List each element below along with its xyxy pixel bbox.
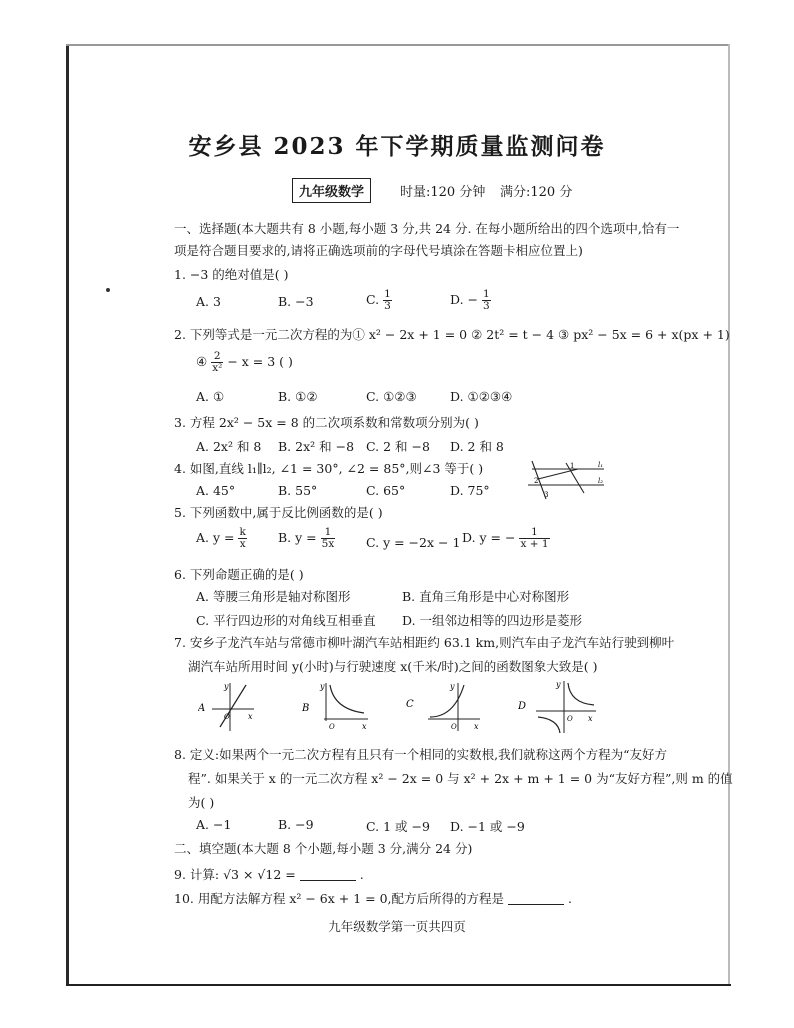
option-b: B. 2x² 和 −8 bbox=[278, 439, 355, 454]
option-label: A. y = bbox=[196, 530, 235, 545]
line-label: l₂ bbox=[598, 477, 604, 485]
axis-x-label: x bbox=[248, 712, 253, 721]
option-c: C. 1 或 −9 bbox=[366, 819, 430, 834]
denominator: x bbox=[239, 538, 246, 550]
option-a: A. ① bbox=[196, 389, 225, 404]
fraction bbox=[321, 527, 336, 550]
option-d: D. ①②③④ bbox=[450, 389, 513, 404]
option-label: B. y = bbox=[278, 530, 317, 545]
fraction bbox=[482, 289, 491, 312]
origin-label: O bbox=[224, 713, 230, 721]
scan-edge bbox=[66, 44, 728, 46]
axis-y-label: y bbox=[320, 682, 325, 691]
angle-label: 2 bbox=[534, 477, 539, 485]
graph-label: D bbox=[518, 701, 527, 712]
option-d: D. 一组邻边相等的四边形是菱形 bbox=[402, 613, 583, 628]
exam-info bbox=[0, 178, 794, 204]
option-c: C. 平行四边形的对角线互相垂直 bbox=[196, 613, 376, 628]
question-text: 10. 用配方法解方程 x² − 6x + 1 = 0,配方后所得的方程是 bbox=[174, 891, 505, 906]
time-limit: 时量:120 分钟 bbox=[400, 185, 486, 200]
full-score: 满分:120 分 bbox=[500, 185, 573, 200]
option-a: A. 等腰三角形是轴对称图形 bbox=[196, 589, 351, 604]
angle-label: 1 bbox=[570, 462, 575, 470]
option-c: C. y = −2x − 1 bbox=[366, 535, 461, 550]
option-d: D. 2 和 8 bbox=[450, 439, 504, 454]
graph-option-d bbox=[518, 679, 598, 735]
graph-option-a bbox=[198, 679, 260, 733]
section-heading: 一、选择题(本大题共有 8 小题,每小题 3 分,共 24 分. 在每小题所给出的四个选项中,恰有一 bbox=[174, 221, 680, 236]
page-title: 安乡县 2023 年下学期质量监测问卷 bbox=[188, 133, 606, 160]
option-a: A. 45° bbox=[196, 483, 236, 498]
axis-x-label: x bbox=[588, 714, 593, 723]
option-label: D. y = − bbox=[462, 530, 516, 545]
fraction bbox=[383, 289, 392, 312]
question-stem: 4. 如图,直线 l₁∥l₂, ∠1 = 30°, ∠2 = 85°,则∠3 等于( ) bbox=[174, 461, 484, 476]
option-a bbox=[196, 527, 247, 550]
question-stem: 1. −3 的绝对值是( ) bbox=[174, 267, 289, 282]
fraction bbox=[211, 351, 223, 374]
section-heading: 项是符合题目要求的,请将正确选项前的字母代号填涂在答题卡相应位置上) bbox=[174, 243, 583, 258]
question-stem: 7. 安乡子龙汽车站与常德市柳叶湖汽车站相距约 63.1 km,则汽车由子龙汽车站行驶到柳叶 bbox=[174, 635, 675, 650]
numerator: 1 bbox=[482, 288, 490, 300]
axis-x-label: x bbox=[362, 722, 367, 731]
option-c: C. 2 和 −8 bbox=[366, 439, 430, 454]
option-d bbox=[450, 289, 491, 312]
option-b: B. −3 bbox=[278, 294, 314, 309]
option-a: A. −1 bbox=[196, 817, 232, 832]
question-stem: 湖汽车站所用时间 y(小时)与行驶速度 x(千米/时)之间的函数图象大致是( ) bbox=[188, 659, 598, 674]
graph-label: C bbox=[406, 699, 414, 710]
option-c: C. 65° bbox=[366, 483, 406, 498]
option-b bbox=[278, 527, 335, 550]
question-text: 9. 计算: √3 × √12 = bbox=[174, 867, 296, 882]
scan-speck bbox=[106, 288, 110, 292]
question-stem: 为( ) bbox=[188, 795, 215, 810]
origin-label: O bbox=[451, 723, 457, 731]
question-stem: 3. 方程 2x² − 5x = 8 的二次项系数和常数项分别为( ) bbox=[174, 415, 479, 430]
graph-option-c bbox=[406, 679, 484, 733]
numerator: 2 bbox=[211, 351, 223, 363]
angle-label: 3 bbox=[544, 491, 549, 499]
option-b: B. −9 bbox=[278, 817, 314, 832]
option-b: B. 直角三角形是中心对称图形 bbox=[402, 589, 570, 604]
question-stem bbox=[174, 889, 572, 907]
question-stem: 8. 定义:如果两个一元二次方程有且只有一个相同的实数根,我们就称这两个方程为“友好方 bbox=[174, 747, 667, 762]
question-stem: 程”. 如果关于 x 的一元二次方程 x² − 2x = 0 与 x² + 2x + m + 1 = 0 为“友好方程”,则 m 的值 bbox=[188, 771, 733, 786]
line-label: l₁ bbox=[598, 461, 604, 469]
equation-tail: − x = 3 ( ) bbox=[227, 354, 293, 369]
parallel-lines-figure bbox=[526, 459, 610, 501]
numerator: 1 bbox=[519, 527, 549, 539]
denominator: 5x bbox=[321, 538, 335, 550]
axis-y-label: y bbox=[556, 680, 561, 689]
question-text: . bbox=[359, 867, 364, 882]
scan-edge bbox=[66, 984, 731, 986]
question-stem bbox=[174, 865, 364, 883]
numerator: 1 bbox=[384, 288, 391, 300]
denominator: x² bbox=[212, 362, 223, 374]
origin-label: O bbox=[567, 715, 573, 723]
numerator: k bbox=[239, 526, 246, 538]
option-b: B. 55° bbox=[278, 483, 318, 498]
axis-y-label: y bbox=[450, 682, 455, 691]
numerator: 1 bbox=[321, 527, 336, 539]
question-stem: 6. 下列命题正确的是( ) bbox=[174, 567, 304, 582]
option-d: D. 75° bbox=[450, 483, 490, 498]
option-d bbox=[462, 527, 550, 550]
graph-label: B bbox=[302, 703, 310, 714]
answer-blank bbox=[300, 868, 356, 881]
option-c bbox=[366, 289, 392, 312]
option-label: C. bbox=[366, 292, 380, 307]
option-a: A. 2x² 和 8 bbox=[196, 439, 262, 454]
question-text: . bbox=[568, 891, 572, 906]
axis-y-label: y bbox=[224, 682, 229, 691]
page-footer: 九年级数学第一页共四页 bbox=[328, 919, 466, 934]
section-heading: 二、填空题(本大题 8 个小题,每小题 3 分,满分 24 分) bbox=[174, 841, 473, 856]
denominator: x + 1 bbox=[520, 538, 549, 550]
option-d: D. −1 或 −9 bbox=[450, 819, 525, 834]
option-a: A. 3 bbox=[196, 294, 221, 309]
subject-label: 九年级数学 bbox=[292, 178, 371, 203]
denominator: 3 bbox=[482, 300, 490, 312]
answer-blank bbox=[508, 892, 564, 905]
option-label: D. − bbox=[450, 292, 478, 307]
axis-x-label: x bbox=[474, 722, 479, 731]
graph-option-b bbox=[302, 679, 372, 733]
question-stem: 5. 下列函数中,属于反比例函数的是( ) bbox=[174, 505, 383, 520]
graph-label: A bbox=[198, 703, 206, 714]
item-marker: ④ bbox=[196, 354, 208, 369]
option-b: B. ①② bbox=[278, 389, 318, 404]
question-stem bbox=[196, 351, 293, 374]
origin-label: O bbox=[329, 723, 335, 731]
fraction bbox=[238, 527, 246, 550]
question-stem: 2. 下列等式是一元二次方程的为① x² − 2x + 1 = 0 ② 2t² = t − 4 ③ px² − 5x = 6 + x(px + 1) bbox=[174, 327, 730, 342]
denominator: 3 bbox=[384, 300, 391, 312]
option-c: C. ①②③ bbox=[366, 389, 417, 404]
fraction bbox=[519, 527, 549, 550]
